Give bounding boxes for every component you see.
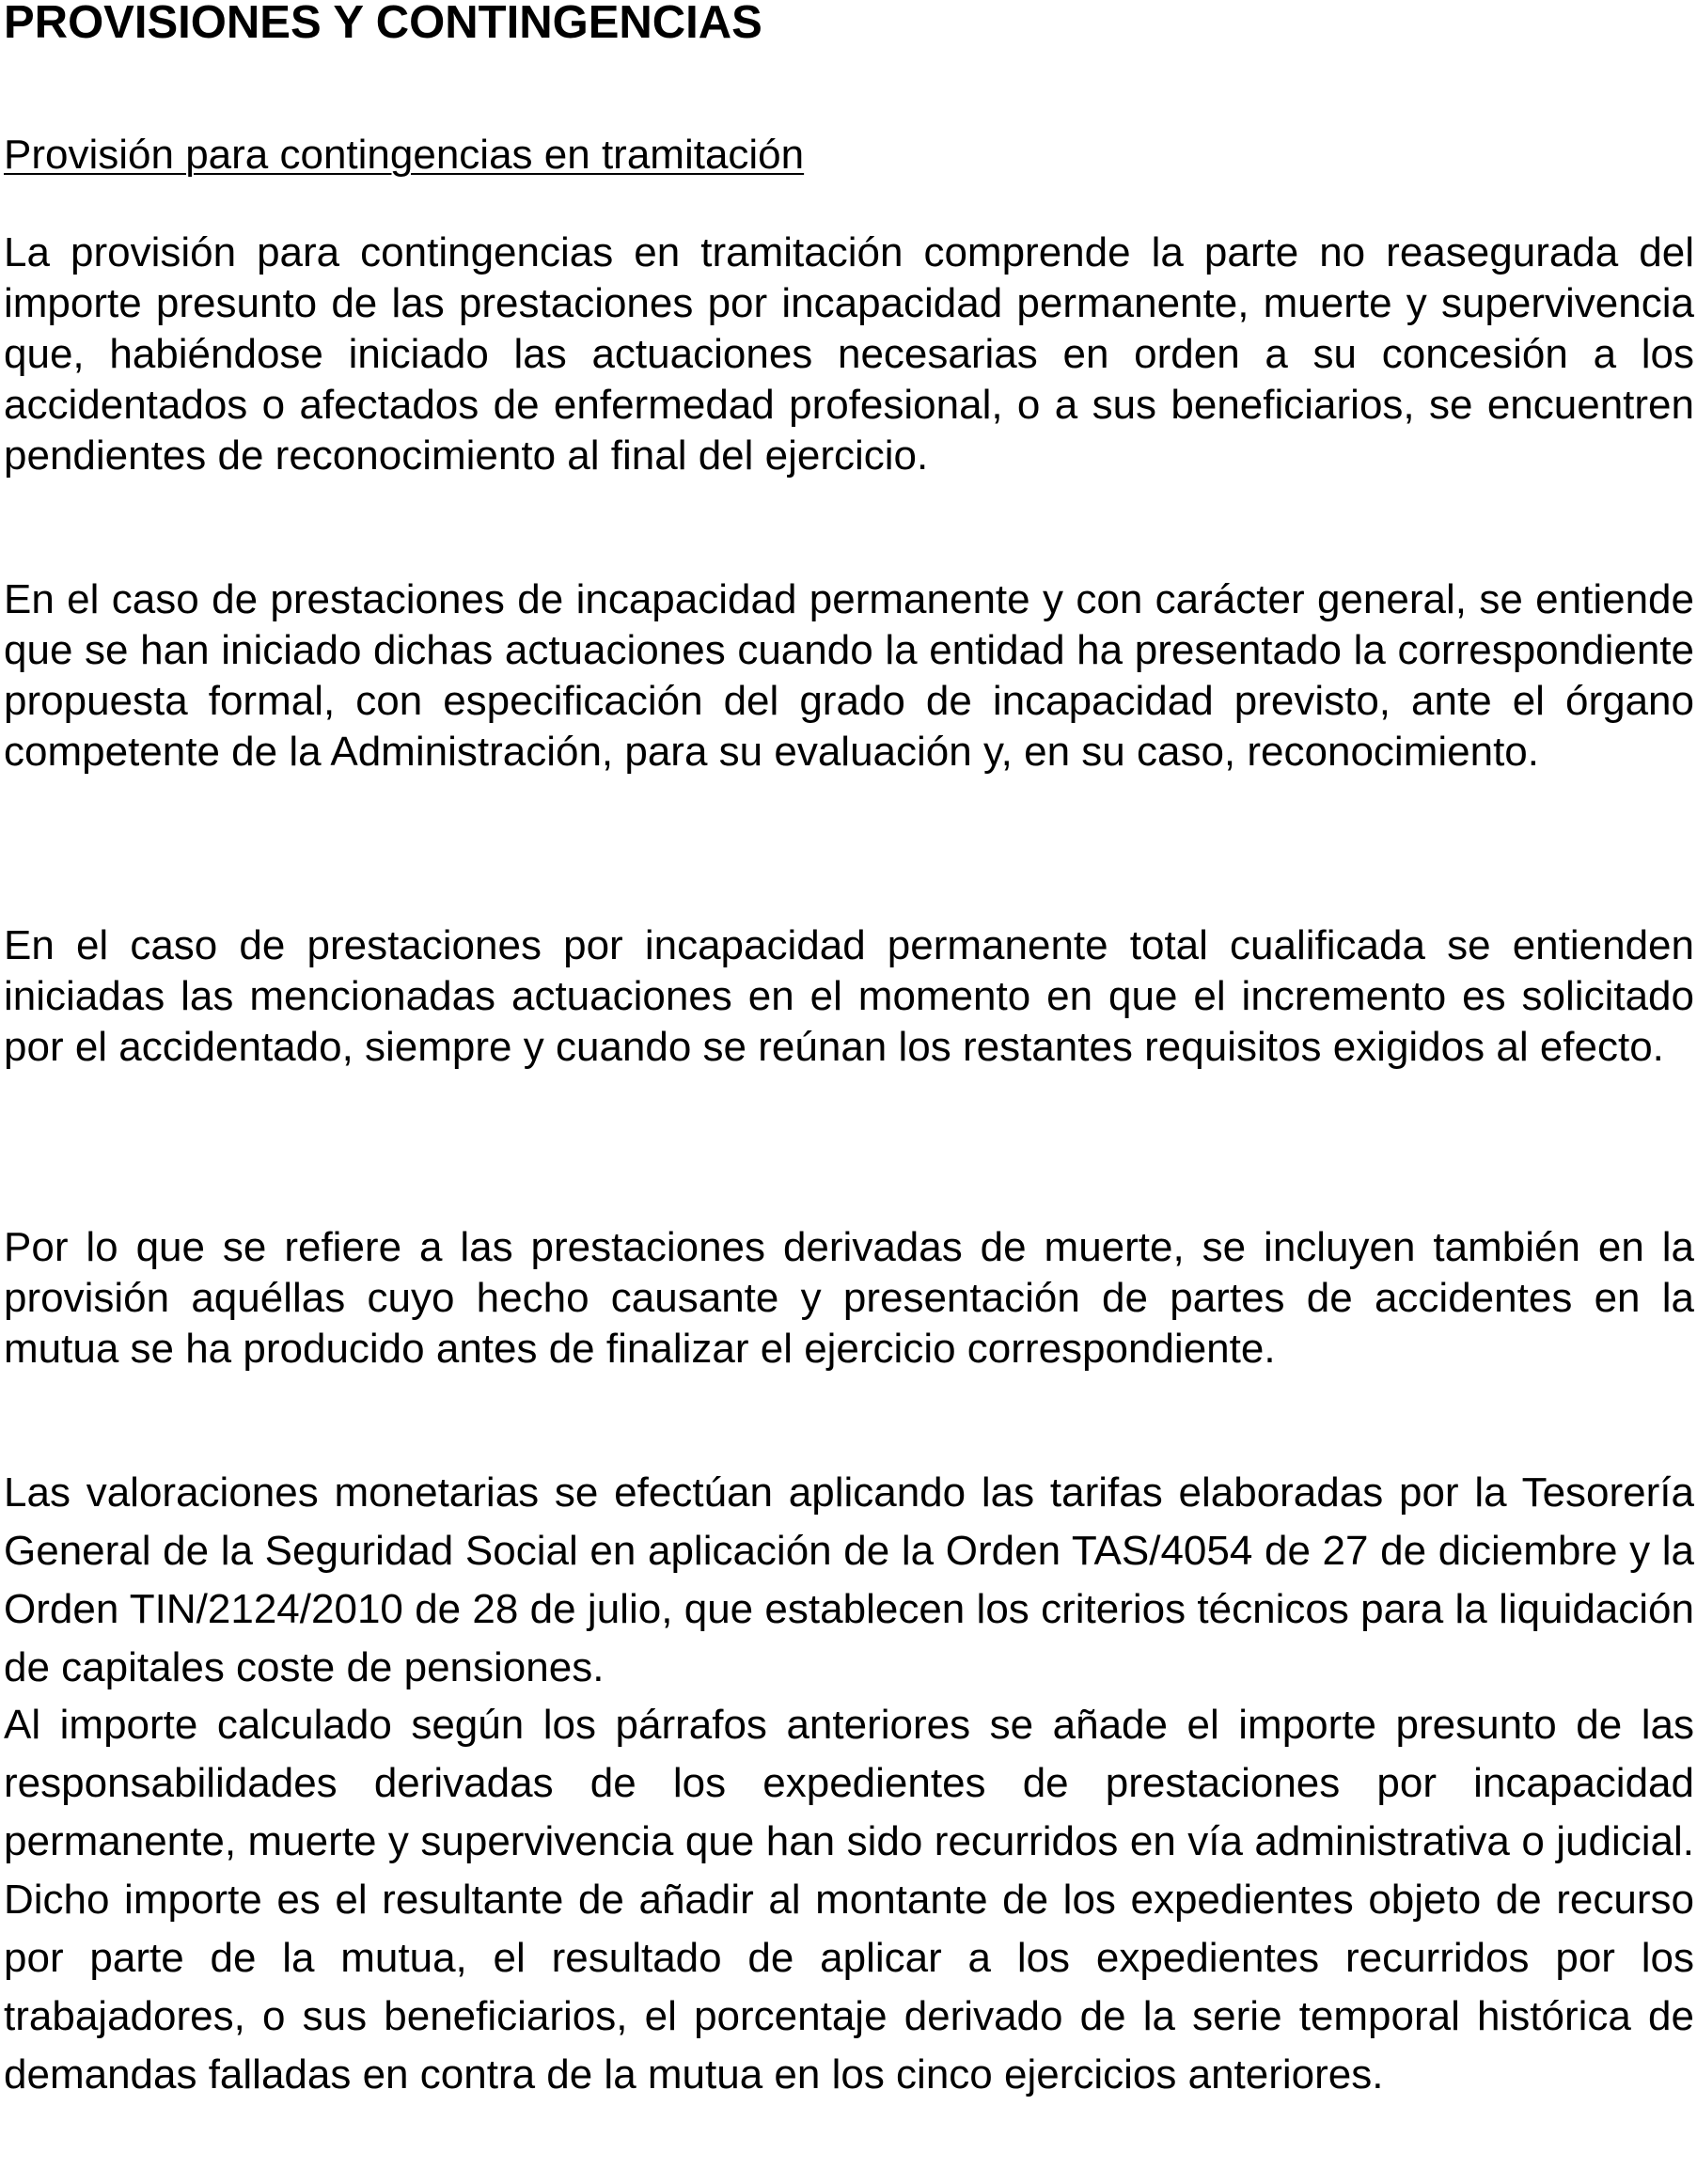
paragraph-4: Por lo que se refiere a las prestaciones derivadas de muerte, se incluyen también en la provisión aquéllas cuyo hecho causante y presentación de partes de accidentes en la mutua se ha producido antes de finalizar el ejercicio correspondiente. (4, 1224, 1694, 1372)
paragraph-5: Las valoraciones monetarias se efectúan aplicando las tarifas elaboradas por la Tesorería General de la Seguridad Social en aplicación de la Orden TAS/4054 de 27 de diciembre y la Orden TIN/2124/2010 de 28 de julio, que establecen los criterios técnicos para la liquidación de capitales coste de pensiones. (4, 1469, 1694, 1690)
paragraph-2: En el caso de prestaciones de incapacidad permanente y con carácter general, se entiende que se han iniciado dichas actuaciones cuando la entidad ha presentado la correspondiente propuesta formal, con especificación del grado de incapacidad previsto, ante el órgano competente de la Administración, para su evaluación y, en su caso, reconocimiento. (4, 576, 1694, 775)
document-title: PROVISIONES Y CONTINGENCIAS (4, 0, 762, 48)
paragraph-3: En el caso de prestaciones por incapacidad permanente total cualificada se entienden iniciadas las mencionadas actuaciones en el momento en que el incremento es solicitado por el accidentado, siempre y cuando se reúnan los restantes requisitos exigidos al efecto. (4, 922, 1694, 1070)
paragraph-1: La provisión para contingencias en tramitación comprende la parte no reasegurada del importe presunto de las prestaciones por incapacidad permanente, muerte y supervivencia que, habiéndose iniciado las actuaciones necesarias en orden a su concesión a los accidentados o afectados de enfermedad profesional, o a sus beneficiarios, se encuentren pendientes de reconocimiento al final del ejercicio. (4, 229, 1694, 479)
paragraph-6: Al importe calculado según los párrafos anteriores se añade el importe presunto de las responsabilidades derivadas de los expedientes de prestaciones por incapacidad permanente, muerte y supervivencia que han sido recurridos en vía administrativa o judicial. Dicho importe es el resultante de añadir al montante de los expedientes objeto de recurso por parte de la mutua, el resultado de aplicar a los expedientes recurridos por los trabajadores, o sus beneficiarios, el porcentaje derivado de la serie temporal histórica de demandas falladas en contra de la mutua en los cinco ejercicios anteriores. (4, 1702, 1694, 2098)
section-heading: Provisión para contingencias en tramitación (4, 132, 805, 178)
